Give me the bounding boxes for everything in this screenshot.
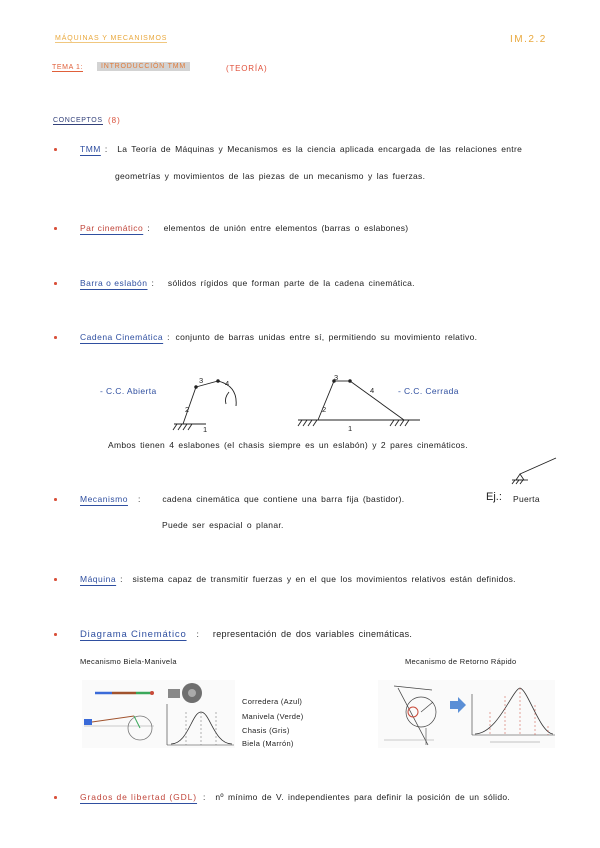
concept-separator: : [137, 494, 141, 504]
section-count: (8) [108, 116, 121, 125]
concept-definition-continuation: geometrías y movimientos de las piezas de un mecanismo y las fuerzas. [115, 171, 426, 181]
slider-crank-title: Mecanismo Biela-Manivela [80, 657, 177, 666]
figure-background [82, 680, 235, 748]
concept-diagrama [80, 629, 412, 640]
concept-separator: : [203, 792, 206, 802]
bullet-dot [54, 796, 57, 799]
link-4-detail [225, 392, 229, 404]
topic-type: (TEORÍA) [226, 64, 268, 73]
door-hatch [520, 480, 523, 484]
ground-hatch [313, 420, 317, 426]
open-chain-label: - C.C. Abierta [100, 386, 157, 396]
concept-definition: nº mínimo de V. independientes para definir la posición de un sólido. [215, 792, 511, 802]
concept-separator: : [147, 223, 150, 233]
concept-separator: : [104, 144, 108, 154]
concept-definition: conjunto de barras unidas entre sí, permitiendo su movimiento relativo. [175, 332, 478, 342]
open-chain-link-1: 1 [203, 425, 208, 434]
legend-item-rod: Biela (Marrón) [242, 739, 294, 748]
link-4 [350, 381, 404, 420]
concept-mecanismo [80, 494, 404, 504]
door-hatch [516, 480, 519, 484]
ground-hatch [390, 420, 394, 426]
concept-definition: representación de dos variables cinemáticas. [212, 629, 413, 639]
legend-item-chassis: Chasis (Gris) [242, 726, 290, 735]
concept-term: Grados de libertad (GDL) [80, 792, 198, 802]
concept-term: Cadena Cinemática [80, 332, 164, 342]
concept-term: Barra o eslabón [80, 278, 148, 288]
closed-chain-label: - C.C. Cerrada [398, 386, 459, 396]
joint [349, 380, 352, 383]
topic-title: INTRODUCCIÓN TMM [97, 62, 190, 71]
crank-wheel-hub [188, 689, 196, 697]
joint [217, 380, 220, 383]
concept-gdl [80, 792, 510, 802]
ground-hatch [308, 420, 312, 426]
quick-return-title: Mecanismo de Retorno Rápido [405, 657, 517, 666]
concept-term: Mecanismo [80, 494, 128, 504]
slider-crank-figure [82, 680, 235, 748]
ground-hatch [405, 420, 409, 426]
ground-hatch [395, 420, 399, 426]
legend-item-crank: Manivela (Verde) [242, 712, 304, 721]
concept-term: Par cinemático [80, 223, 144, 233]
concept-definition: La Teoría de Máquinas y Mecanismos es la ciencia aplicada encargada de las relaciones entre [117, 144, 523, 154]
ground-hatch [188, 424, 192, 430]
closed-chain-link-3: 3 [334, 373, 339, 382]
concept-definition: cadena cinemática que contiene una barra fija (bastidor). [162, 494, 405, 504]
ground-hatch [183, 424, 187, 430]
ground-hatch [173, 424, 177, 430]
closed-chain-diagram [298, 380, 420, 426]
quick-return-figure [378, 680, 555, 748]
ground-hatch [298, 420, 302, 426]
door-pivot [516, 474, 524, 480]
concept-maquina [80, 574, 516, 584]
subject-title: MÁQUINAS Y MECANISMOS [55, 35, 168, 42]
concept-separator: : [196, 629, 199, 639]
bullet-dot [54, 633, 57, 636]
bullet-dot [54, 578, 57, 581]
ground-hatch [400, 420, 404, 426]
concept-definition: elementos de unión entre elementos (barras o eslabones) [163, 223, 409, 233]
chassis-block [168, 689, 180, 698]
document-code: IM.2.2 [510, 34, 547, 45]
concept-term: Diagrama Cinemático [80, 629, 187, 640]
concept-separator: : [120, 574, 123, 584]
open-chain-link-2: 2 [185, 405, 190, 414]
figure-background [378, 680, 555, 748]
chains-note: Ambos tienen 4 eslabones (el chasis siempre es un eslabón) y 2 pares cinemáticos. [108, 440, 468, 450]
example-value: Puerta [513, 494, 540, 504]
ground-hatch [178, 424, 182, 430]
legend-item-slider: Corredera (Azul) [242, 697, 303, 706]
section-title: CONCEPTOS [53, 117, 103, 124]
door-hatch [512, 480, 515, 484]
example-label: Ej.: [486, 491, 502, 503]
link-2 [318, 381, 334, 420]
joint [195, 386, 198, 389]
concept-term: Máquina [80, 574, 117, 584]
closed-chain-link-4: 4 [370, 386, 375, 395]
closed-chain-link-2: 2 [322, 405, 327, 414]
open-chain-link-3: 3 [199, 376, 204, 385]
bullet-dot [54, 498, 57, 501]
door-diagram [512, 458, 556, 484]
concept-separator: : [167, 332, 170, 342]
closed-chain-link-1: 1 [348, 424, 353, 433]
ground-hatch [303, 420, 307, 426]
concept-term: TMM [80, 144, 101, 154]
door-bar [520, 458, 556, 474]
concept-definition-continuation: Puede ser espacial o planar. [162, 520, 284, 530]
topic-label: TEMA 1: [52, 64, 84, 71]
concept-definition: sistema capaz de transmitir fuerzas y en el que los movimientos relativos están definidos. [132, 574, 516, 584]
concept-separator: : [151, 278, 154, 288]
open-chain-link-4: 4 [225, 379, 230, 388]
concept-definition: sólidos rígidos que forman parte de la cadena cinemática. [167, 278, 415, 288]
crank-joint [150, 691, 154, 695]
slider-block [84, 719, 92, 725]
